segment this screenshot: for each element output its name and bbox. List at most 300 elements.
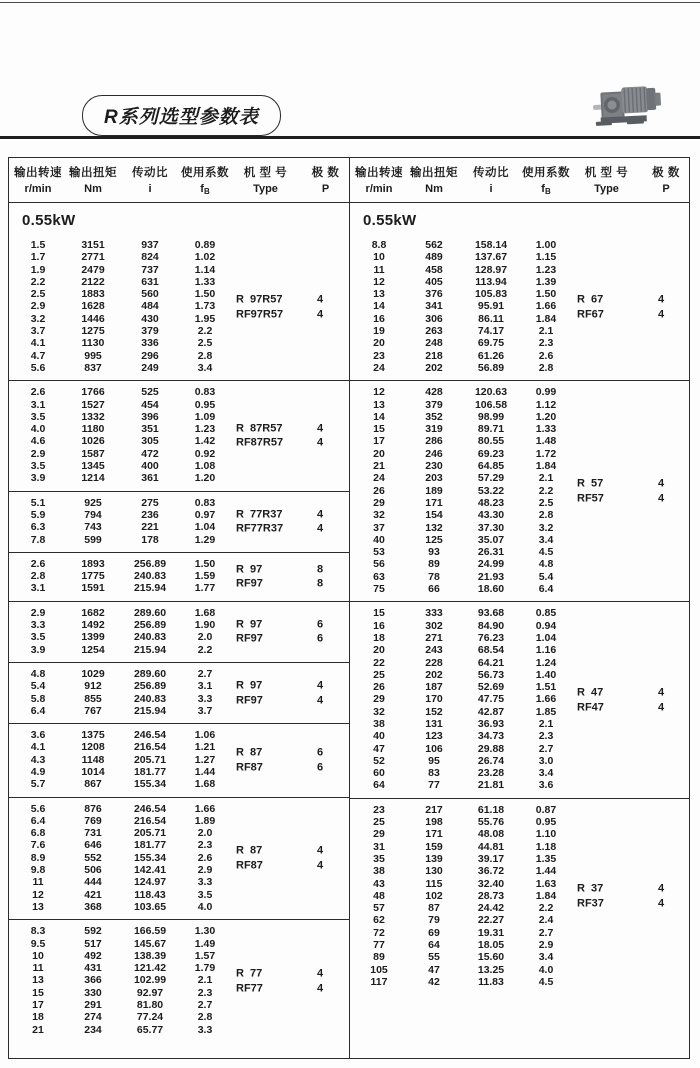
table-row bbox=[9, 999, 349, 1011]
table-row bbox=[9, 741, 349, 753]
cell-speed: 15 bbox=[32, 986, 44, 999]
cell-speed: 35 bbox=[373, 852, 385, 865]
type-labels bbox=[236, 562, 263, 591]
cell-ratio: 484 bbox=[141, 300, 159, 313]
cell-speed: 19 bbox=[373, 325, 385, 338]
cell-service-factor: 3.6 bbox=[538, 779, 554, 792]
cell-speed: 2.6 bbox=[30, 386, 46, 399]
cell-service-factor: 2.8 bbox=[197, 1011, 213, 1024]
cell-torque: 306 bbox=[425, 312, 443, 325]
col-header-service-factor: 使用系数 bbox=[181, 167, 229, 179]
cell-service-factor: 0.97 bbox=[194, 508, 216, 521]
cell-ratio: 24.42 bbox=[477, 902, 505, 915]
cell-speed: 89 bbox=[373, 951, 385, 964]
cell-service-factor: 2.2 bbox=[197, 325, 213, 338]
cell-service-factor: 4.8 bbox=[538, 558, 554, 571]
cell-service-factor: 1.49 bbox=[194, 937, 216, 950]
cell-service-factor: 2.6 bbox=[197, 851, 213, 864]
cell-speed: 11 bbox=[32, 962, 44, 975]
cell-speed: 14 bbox=[373, 410, 385, 423]
cell-ratio: 65.77 bbox=[136, 1023, 164, 1036]
cell-ratio: 275 bbox=[141, 496, 159, 509]
cell-speed: 2.9 bbox=[30, 447, 46, 460]
table-block bbox=[350, 380, 689, 601]
cell-torque: 1399 bbox=[81, 631, 105, 644]
table-row bbox=[9, 766, 349, 778]
cell-service-factor: 1.68 bbox=[194, 606, 216, 619]
table-row bbox=[350, 853, 689, 865]
cell-torque: 2122 bbox=[81, 275, 105, 288]
cell-torque: 106 bbox=[425, 742, 443, 755]
cell-speed: 5.7 bbox=[30, 778, 46, 791]
cell-ratio: 430 bbox=[141, 312, 159, 325]
pole-count: 4 bbox=[657, 308, 665, 321]
cell-speed: 24 bbox=[373, 361, 385, 374]
cell-torque: 263 bbox=[425, 325, 443, 338]
cell-torque: 646 bbox=[84, 839, 102, 852]
cell-speed: 6.3 bbox=[30, 521, 46, 534]
table-row bbox=[350, 325, 689, 337]
page-title: R系列选型参数表 bbox=[82, 95, 281, 136]
cell-speed: 43 bbox=[373, 877, 385, 890]
table-row bbox=[350, 583, 689, 595]
table-row bbox=[9, 276, 349, 288]
table-row bbox=[9, 582, 349, 594]
cell-ratio: 35.07 bbox=[477, 533, 505, 546]
table-block bbox=[350, 798, 689, 994]
table-block bbox=[9, 380, 349, 490]
cell-ratio: 57.29 bbox=[477, 472, 505, 485]
table-row bbox=[350, 522, 689, 534]
col-unit-service-factor bbox=[522, 183, 570, 196]
cell-service-factor: 2.2 bbox=[197, 643, 213, 656]
cell-service-factor: 4.5 bbox=[538, 975, 554, 988]
col-unit-ratio: i bbox=[489, 183, 493, 195]
cell-service-factor: 1.77 bbox=[194, 582, 216, 595]
model-type: R 87 bbox=[236, 746, 263, 759]
table-row bbox=[9, 619, 349, 631]
cell-ratio: 21.81 bbox=[477, 779, 505, 792]
pole-count: 4 bbox=[657, 882, 665, 895]
cell-torque: 867 bbox=[84, 778, 102, 791]
col-unit-torque: Nm bbox=[425, 183, 443, 195]
cell-torque: 431 bbox=[84, 962, 102, 975]
table-row bbox=[350, 546, 689, 558]
cell-service-factor: 4.5 bbox=[538, 546, 554, 559]
model-type: R 57 bbox=[577, 477, 604, 490]
cell-ratio: 240.83 bbox=[133, 570, 167, 583]
cell-ratio: 246.54 bbox=[133, 802, 167, 815]
cell-ratio: 56.89 bbox=[477, 361, 505, 374]
cell-ratio: 155.34 bbox=[133, 778, 167, 791]
cell-torque: 1254 bbox=[81, 643, 105, 656]
cell-service-factor: 2.5 bbox=[538, 496, 554, 509]
cell-speed: 12 bbox=[373, 275, 385, 288]
cell-speed: 72 bbox=[373, 926, 385, 939]
cell-torque: 79 bbox=[428, 914, 440, 927]
cell-service-factor: 1.39 bbox=[535, 275, 557, 288]
cell-speed: 1.7 bbox=[30, 251, 46, 264]
table-row bbox=[9, 534, 349, 546]
cell-speed: 2.6 bbox=[30, 557, 46, 570]
table-row bbox=[350, 399, 689, 411]
cell-torque: 599 bbox=[84, 533, 102, 546]
table-row bbox=[350, 620, 689, 632]
cell-torque: 47 bbox=[428, 963, 440, 976]
table-row bbox=[9, 668, 349, 680]
cell-torque: 125 bbox=[425, 533, 443, 546]
table-block bbox=[350, 234, 689, 380]
cell-service-factor: 1.84 bbox=[535, 460, 557, 473]
model-type: RF77R37 bbox=[236, 522, 284, 535]
cell-speed: 22 bbox=[373, 656, 385, 669]
cell-speed: 53 bbox=[373, 546, 385, 559]
cell-torque: 925 bbox=[84, 496, 102, 509]
table-row bbox=[350, 828, 689, 840]
cell-service-factor: 1.57 bbox=[194, 949, 216, 962]
cell-speed: 11 bbox=[32, 876, 44, 889]
cell-ratio: 93.68 bbox=[477, 607, 505, 620]
cell-speed: 4.7 bbox=[30, 349, 46, 362]
cell-ratio: 215.94 bbox=[133, 643, 167, 656]
table-row bbox=[350, 497, 689, 509]
cell-ratio: 106.58 bbox=[474, 398, 508, 411]
cell-service-factor: 2.8 bbox=[197, 349, 213, 362]
table-row bbox=[9, 974, 349, 986]
table-row bbox=[350, 914, 689, 926]
cell-service-factor: 1.20 bbox=[535, 410, 557, 423]
selection-table bbox=[8, 157, 690, 1059]
cell-torque: 64 bbox=[428, 939, 440, 952]
table-row bbox=[9, 472, 349, 484]
cell-ratio: 37.30 bbox=[477, 521, 505, 534]
title-divider-rule bbox=[0, 136, 700, 139]
table-row bbox=[350, 951, 689, 963]
table-block bbox=[9, 234, 349, 380]
cell-torque: 1775 bbox=[81, 570, 105, 583]
cell-torque: 55 bbox=[428, 951, 440, 964]
cell-service-factor: 1.35 bbox=[535, 852, 557, 865]
cell-speed: 8.8 bbox=[371, 239, 387, 251]
table-block bbox=[9, 552, 349, 601]
cell-torque: 319 bbox=[425, 423, 443, 436]
cell-service-factor: 2.4 bbox=[538, 914, 554, 927]
table-row bbox=[350, 251, 689, 263]
cell-speed: 4.0 bbox=[30, 423, 46, 436]
col-unit-poles: P bbox=[662, 183, 670, 195]
table-row bbox=[350, 632, 689, 644]
cell-torque: 995 bbox=[84, 349, 102, 362]
table-row bbox=[9, 925, 349, 937]
cell-torque: 562 bbox=[425, 239, 443, 251]
table-row bbox=[350, 350, 689, 362]
cell-speed: 11 bbox=[373, 263, 385, 276]
cell-ratio: 95.91 bbox=[477, 300, 505, 313]
table-row bbox=[350, 288, 689, 300]
cell-service-factor: 1.30 bbox=[194, 925, 216, 938]
cell-service-factor: 1.23 bbox=[194, 423, 216, 436]
cell-torque: 1527 bbox=[81, 398, 105, 411]
cell-torque: 230 bbox=[425, 460, 443, 473]
cell-ratio: 256.89 bbox=[133, 680, 167, 693]
type-labels bbox=[577, 686, 604, 715]
col-header-type: 机 型 号 bbox=[584, 167, 629, 179]
cell-torque: 271 bbox=[425, 631, 443, 644]
cell-ratio: 128.97 bbox=[474, 263, 508, 276]
table-row bbox=[9, 644, 349, 656]
cell-speed: 10 bbox=[32, 949, 44, 962]
fb-symbol: f bbox=[541, 183, 545, 195]
cell-ratio: 379 bbox=[141, 325, 159, 338]
table-row bbox=[350, 264, 689, 276]
cell-torque: 794 bbox=[84, 508, 102, 521]
col-header-speed: 输出转速 bbox=[355, 167, 403, 179]
cell-torque: 1214 bbox=[81, 472, 105, 485]
cell-speed: 4.8 bbox=[30, 667, 46, 680]
cell-service-factor: 0.94 bbox=[535, 619, 557, 632]
cell-ratio: 18.60 bbox=[477, 583, 505, 596]
cell-speed: 5.6 bbox=[30, 802, 46, 815]
cell-speed: 105 bbox=[370, 963, 388, 976]
cell-ratio: 18.05 bbox=[477, 939, 505, 952]
cell-service-factor: 2.1 bbox=[538, 717, 554, 730]
cell-service-factor: 3.7 bbox=[197, 704, 213, 717]
model-type: RF87 bbox=[236, 761, 263, 774]
cell-service-factor: 2.3 bbox=[197, 986, 213, 999]
table-row bbox=[350, 706, 689, 718]
table-row bbox=[9, 839, 349, 851]
cell-service-factor: 0.85 bbox=[535, 607, 557, 620]
table-row bbox=[9, 693, 349, 705]
cell-torque: 421 bbox=[84, 888, 102, 901]
cell-torque: 234 bbox=[84, 1023, 102, 1036]
cell-ratio: 56.73 bbox=[477, 668, 505, 681]
cell-torque: 87 bbox=[428, 902, 440, 915]
cell-service-factor: 1.50 bbox=[194, 288, 216, 301]
cell-torque: 203 bbox=[425, 472, 443, 485]
cell-torque: 66 bbox=[428, 583, 440, 596]
cell-ratio: 77.24 bbox=[136, 1011, 164, 1024]
cell-torque: 102 bbox=[425, 889, 443, 902]
table-row bbox=[9, 300, 349, 312]
cell-speed: 29 bbox=[373, 828, 385, 841]
cell-speed: 40 bbox=[373, 730, 385, 743]
cell-ratio: 61.26 bbox=[477, 349, 505, 362]
cell-torque: 2479 bbox=[81, 263, 105, 276]
table-row bbox=[350, 362, 689, 374]
cell-service-factor: 2.6 bbox=[538, 349, 554, 362]
cell-service-factor: 1.85 bbox=[535, 705, 557, 718]
model-type: R 97 bbox=[236, 563, 263, 576]
cell-speed: 6.4 bbox=[30, 814, 46, 827]
cell-torque: 552 bbox=[84, 851, 102, 864]
table-row bbox=[350, 865, 689, 877]
cell-service-factor: 2.7 bbox=[197, 667, 213, 680]
cell-ratio: 289.60 bbox=[133, 667, 167, 680]
cell-speed: 21 bbox=[32, 1023, 44, 1036]
table-row bbox=[9, 570, 349, 582]
cell-ratio: 23.28 bbox=[477, 767, 505, 780]
cell-ratio: 113.94 bbox=[475, 275, 507, 288]
cell-service-factor: 1.90 bbox=[194, 619, 216, 632]
cell-speed: 16 bbox=[373, 312, 385, 325]
cell-ratio: 120.63 bbox=[474, 386, 508, 399]
table-row bbox=[9, 386, 349, 398]
cell-torque: 1587 bbox=[81, 447, 105, 460]
cell-speed: 8.9 bbox=[30, 851, 46, 864]
cell-torque: 202 bbox=[425, 361, 443, 374]
cell-torque: 876 bbox=[84, 802, 102, 815]
cell-ratio: 216.54 bbox=[133, 741, 167, 754]
cell-speed: 23 bbox=[373, 803, 385, 816]
cell-ratio: 34.73 bbox=[477, 730, 505, 743]
cell-speed: 13 bbox=[373, 288, 385, 301]
col-unit-type: Type bbox=[594, 183, 619, 195]
data-blocks-left bbox=[9, 234, 349, 1058]
cell-ratio: 69.75 bbox=[477, 337, 505, 350]
cell-service-factor: 1.04 bbox=[535, 631, 557, 644]
cell-ratio: 39.17 bbox=[477, 852, 505, 865]
cell-speed: 20 bbox=[373, 337, 385, 350]
cell-service-factor: 1.59 bbox=[194, 570, 216, 583]
cell-service-factor: 1.66 bbox=[535, 693, 557, 706]
cell-service-factor: 0.92 bbox=[194, 447, 216, 460]
pole-count: 4 bbox=[316, 859, 324, 872]
top-rule bbox=[0, 2, 700, 3]
cell-speed: 29 bbox=[373, 693, 385, 706]
cell-torque: 89 bbox=[428, 558, 440, 571]
cell-speed: 4.1 bbox=[30, 741, 46, 754]
cell-ratio: 121.42 bbox=[133, 962, 167, 975]
table-row bbox=[350, 841, 689, 853]
table-row bbox=[9, 313, 349, 325]
cell-service-factor: 2.0 bbox=[197, 827, 213, 840]
cell-ratio: 166.59 bbox=[133, 925, 167, 938]
cell-service-factor: 1.21 bbox=[194, 741, 216, 754]
col-header-service-factor: 使用系数 bbox=[522, 167, 570, 179]
cell-ratio: 124.97 bbox=[133, 876, 167, 889]
cell-torque: 228 bbox=[425, 656, 443, 669]
cell-service-factor: 3.4 bbox=[197, 361, 213, 374]
cell-torque: 42 bbox=[428, 975, 440, 988]
cell-ratio: 216.54 bbox=[133, 814, 167, 827]
table-row bbox=[350, 718, 689, 730]
cell-service-factor: 1.42 bbox=[194, 435, 216, 448]
cell-ratio: 64.21 bbox=[477, 656, 505, 669]
table-row bbox=[350, 939, 689, 951]
model-type: R 87 bbox=[236, 844, 263, 857]
cell-ratio: 103.65 bbox=[133, 900, 167, 913]
cell-torque: 333 bbox=[425, 607, 443, 620]
cell-torque: 291 bbox=[84, 999, 102, 1012]
pole-values bbox=[309, 293, 331, 322]
pole-values bbox=[309, 617, 331, 646]
table-row bbox=[350, 669, 689, 681]
cell-service-factor: 1.27 bbox=[194, 753, 216, 766]
cell-torque: 767 bbox=[84, 704, 102, 717]
cell-torque: 248 bbox=[425, 337, 443, 350]
table-row bbox=[350, 902, 689, 914]
cell-service-factor: 3.4 bbox=[538, 951, 554, 964]
cell-service-factor: 1.29 bbox=[194, 533, 216, 546]
cell-torque: 77 bbox=[428, 779, 440, 792]
cell-service-factor: 1.79 bbox=[194, 962, 216, 975]
cell-service-factor: 0.83 bbox=[194, 386, 216, 399]
cell-ratio: 525 bbox=[141, 386, 159, 399]
cell-torque: 517 bbox=[84, 937, 102, 950]
cell-service-factor: 0.95 bbox=[194, 398, 216, 411]
cell-ratio: 181.77 bbox=[133, 839, 167, 852]
table-row bbox=[350, 804, 689, 816]
type-labels bbox=[236, 679, 263, 708]
model-type: RF57 bbox=[577, 492, 604, 505]
table-row bbox=[9, 239, 349, 251]
cell-ratio: 138.39 bbox=[133, 949, 167, 962]
cell-torque: 187 bbox=[425, 681, 443, 694]
cell-speed: 4.1 bbox=[30, 337, 46, 350]
cell-speed: 20 bbox=[373, 644, 385, 657]
table-row bbox=[350, 411, 689, 423]
cell-service-factor: 2.1 bbox=[538, 325, 554, 338]
cell-ratio: 26.31 bbox=[477, 546, 505, 559]
col-unit-poles: P bbox=[321, 183, 330, 195]
cell-ratio: 560 bbox=[141, 288, 159, 301]
cell-speed: 38 bbox=[373, 717, 385, 730]
cell-speed: 5.8 bbox=[30, 692, 46, 705]
cell-ratio: 631 bbox=[141, 275, 159, 288]
table-header-right bbox=[350, 158, 689, 203]
type-labels bbox=[236, 967, 263, 996]
cell-ratio: 737 bbox=[141, 263, 159, 276]
cell-service-factor: 2.2 bbox=[538, 902, 554, 915]
cell-ratio: 36.93 bbox=[477, 717, 505, 730]
cell-ratio: 53.22 bbox=[477, 484, 505, 497]
pole-count: 4 bbox=[657, 293, 665, 306]
table-block bbox=[9, 662, 349, 723]
cell-service-factor: 4.0 bbox=[538, 963, 554, 976]
cell-service-factor: 1.44 bbox=[535, 865, 557, 878]
pole-count: 4 bbox=[316, 422, 324, 435]
table-row bbox=[350, 386, 689, 398]
model-type: R 47 bbox=[577, 686, 604, 699]
table-row bbox=[9, 680, 349, 692]
cell-torque: 492 bbox=[84, 949, 102, 962]
cell-speed: 16 bbox=[373, 619, 385, 632]
table-row bbox=[9, 337, 349, 349]
cell-ratio: 64.85 bbox=[477, 460, 505, 473]
model-type: RF37 bbox=[577, 897, 604, 910]
cell-ratio: 205.71 bbox=[133, 827, 167, 840]
cell-torque: 139 bbox=[425, 852, 443, 865]
cell-service-factor: 1.00 bbox=[535, 239, 557, 251]
cell-ratio: 236 bbox=[141, 508, 159, 521]
cell-ratio: 29.88 bbox=[477, 742, 505, 755]
cell-service-factor: 2.7 bbox=[538, 742, 554, 755]
cell-ratio: 21.93 bbox=[477, 570, 505, 583]
cell-speed: 9.8 bbox=[30, 864, 46, 877]
cell-speed: 57 bbox=[373, 902, 385, 915]
cell-service-factor: 1.16 bbox=[535, 644, 557, 657]
col-header-poles: 极 数 bbox=[652, 167, 680, 179]
cell-service-factor: 5.4 bbox=[538, 570, 554, 583]
cell-torque: 1766 bbox=[81, 386, 105, 399]
pole-values bbox=[309, 562, 331, 591]
cell-speed: 14 bbox=[373, 300, 385, 313]
cell-torque: 837 bbox=[84, 361, 102, 374]
cell-speed: 3.2 bbox=[30, 312, 46, 325]
cell-torque: 1014 bbox=[81, 765, 105, 778]
col-unit-type: Type bbox=[253, 183, 278, 195]
